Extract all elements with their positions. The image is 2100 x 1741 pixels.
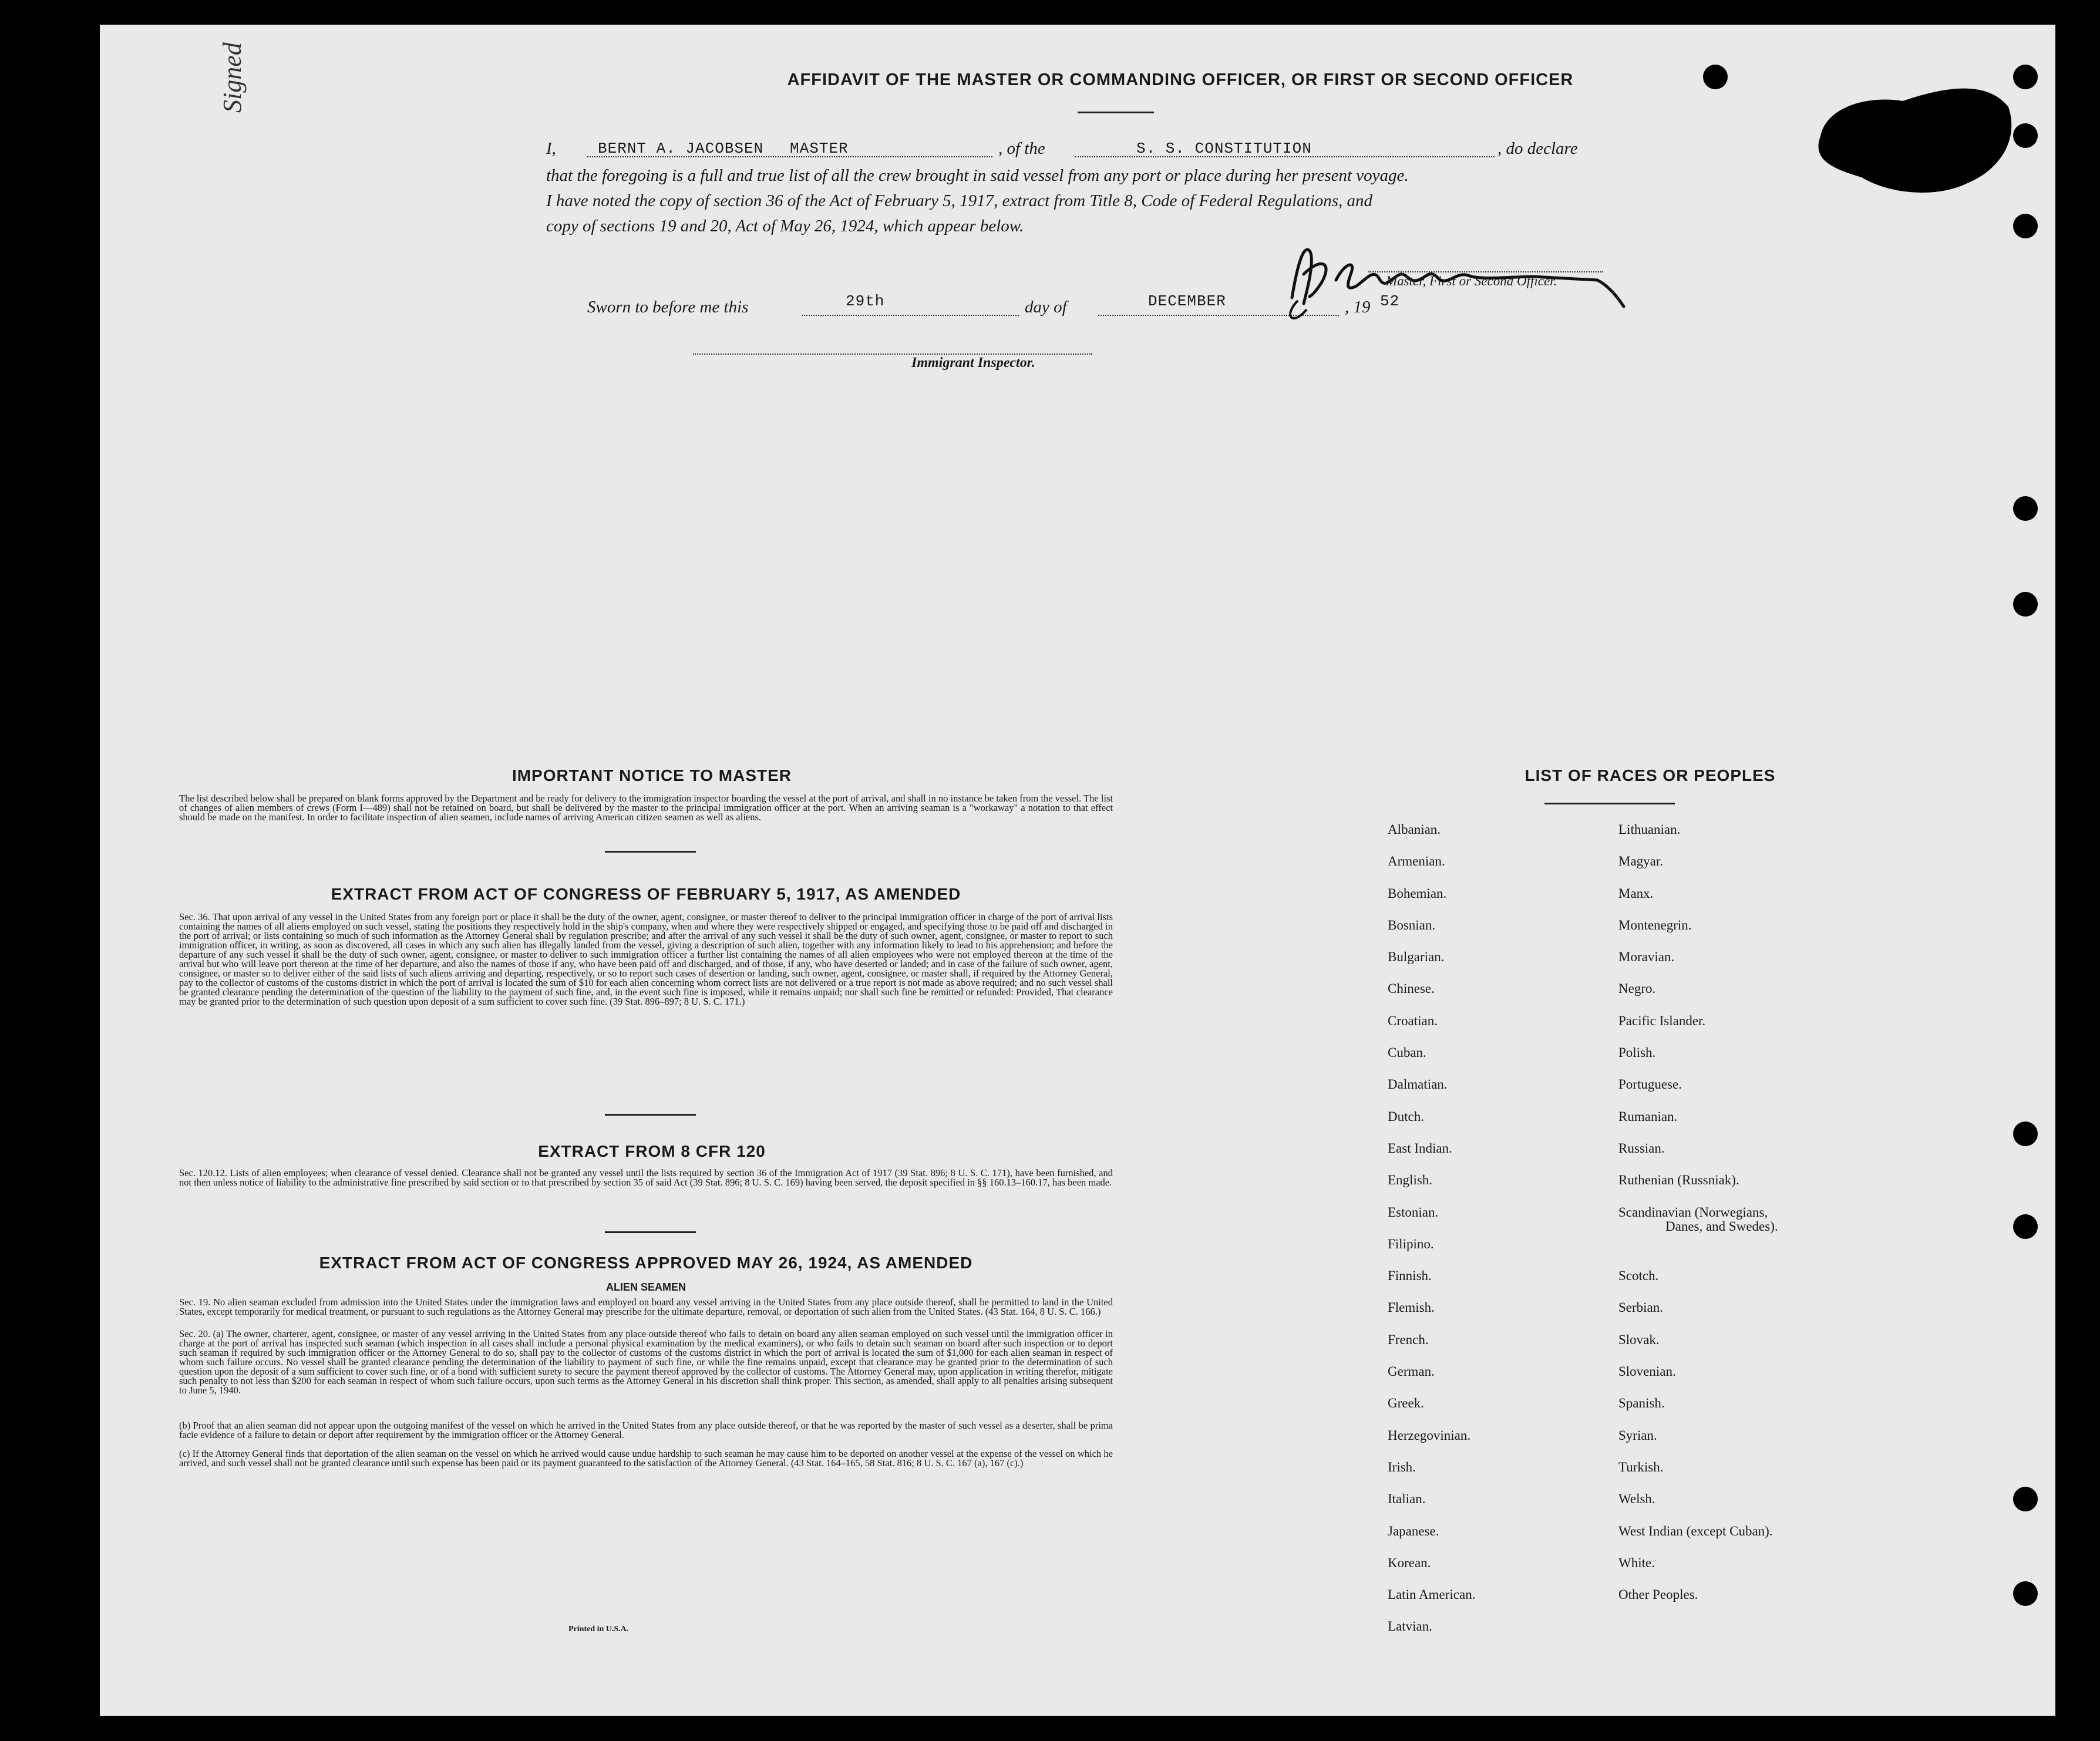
- extract-1924-sec20b: (b) Proof that an alien seaman did not appear upon the outgoing manifest of the vessel on which he arrived in the United States from any place outside thereof, or that he was reported by the master of such vessel as a deserter, shall be prima facie evidence of a failure to detain or deport after requirement by the immigration officer or the Attorney General.: [179, 1420, 1113, 1440]
- extract-1924-sec20c: (c) If the Attorney General finds that deportation of the alien seaman on the vessel on which he arrived would cause undue hardship to such seaman he may cause him to be deported on another vessel at the expense of the vessel on which he arrived, and such vessel shall not be granted clearance until such expense has been paid or its payment guaranteed to the satisfaction of the Attorney General. (43 Stat. 164–165, 58 Stat. 816; 8 U. S. C. 167 (a), 167 (c).): [179, 1448, 1113, 1469]
- race-item: White.: [1618, 1555, 1655, 1570]
- race-item: Greek.: [1388, 1396, 1424, 1411]
- race-item: Welsh.: [1618, 1491, 1655, 1507]
- race-item: English.: [1388, 1173, 1433, 1188]
- extract-1924-sec19: Sec. 19. No alien seaman excluded from admission into the United States under the immigration laws and employed on board any vessel arriving in the United States from any place outside thereof, shall be permitted to land in the United States, except temporarily for medical treatment, or pursuant to such regulations as the Attorney General may prescribe for the ultimate departure, removal, or deportation of such alien from the United States. (43 Stat. 164, 8 U. S. C. 166.): [179, 1297, 1113, 1317]
- race-item: West Indian (except Cuban).: [1618, 1523, 1773, 1538]
- ink-blot: [1809, 72, 2020, 207]
- vessel-name: S. S. CONSTITUTION: [1136, 140, 1312, 157]
- punch-hole: [2013, 1122, 2038, 1146]
- document-page: [100, 25, 2055, 1716]
- race-item: Herzegovinian.: [1388, 1427, 1471, 1443]
- race-item: Lithuanian.: [1618, 822, 1681, 837]
- race-item: Montenegrin.: [1618, 917, 1692, 932]
- race-item: French.: [1388, 1332, 1429, 1347]
- notice-body: The list described below shall be prepared on blank forms approved by the Department and be ready for delivery to the immigration inspector boarding the vessel at the port of arrival, and shall in no instance be taken from the vessel. The list of changes of alien members of crews (Form I—489) shall not be retained on board, but shall be delivered by the master to the principal immigration officer at the port. When an arriving seaman is a "workaway" a notation to that effect should be made on the manifest. In order to facilitate inspection of alien seamen, include names of arriving American citizen seamen as well as aliens.: [179, 793, 1113, 823]
- title-underline: [1078, 112, 1154, 113]
- sworn-year: 52: [1380, 292, 1400, 310]
- race-item: Latvian.: [1388, 1619, 1432, 1634]
- race-item: Scandinavian (Norwegians,: [1618, 1204, 1768, 1220]
- punch-hole: [2013, 65, 2038, 89]
- race-item: Syrian.: [1618, 1427, 1657, 1443]
- extract-cfr-title: EXTRACT FROM 8 CFR 120: [538, 1142, 766, 1160]
- race-item: German.: [1388, 1364, 1435, 1379]
- race-item: Bosnian.: [1388, 917, 1436, 932]
- race-item: Cuban.: [1388, 1045, 1426, 1060]
- race-item: Irish.: [1388, 1459, 1416, 1474]
- race-item: Slovenian.: [1618, 1364, 1676, 1379]
- declaration-line-1: I, BERNT A. JACOBSEN MASTER , of the S. S. CONSTITUTION , do declare: [546, 136, 1750, 163]
- races-title: LIST OF RACES OR PEOPLES: [1524, 766, 1776, 784]
- race-item: Chinese.: [1388, 981, 1435, 996]
- sworn-line: Sworn to before me this 29th day of DECEMBER , 19 52: [587, 295, 1515, 321]
- race-item: Italian.: [1388, 1491, 1426, 1507]
- race-item: Latin American.: [1388, 1587, 1476, 1602]
- race-item: Dalmatian.: [1388, 1077, 1448, 1092]
- race-item: Filipino.: [1388, 1236, 1434, 1251]
- race-item: Estonian.: [1388, 1204, 1439, 1220]
- race-item: East Indian.: [1388, 1140, 1452, 1156]
- race-item: Manx.: [1618, 885, 1654, 901]
- races-right-column: [1618, 822, 1778, 1619]
- race-item: Finnish.: [1388, 1268, 1432, 1284]
- race-item: Negro.: [1618, 981, 1656, 996]
- signature-caption: Master, First or Second Officer.: [1386, 274, 1557, 288]
- race-item: Turkish.: [1618, 1459, 1664, 1474]
- master-rank: MASTER: [790, 140, 849, 157]
- race-item: Danes, and Swedes).: [1665, 1218, 1778, 1234]
- race-item: Dutch.: [1388, 1109, 1424, 1124]
- extract-1917-title: EXTRACT FROM ACT OF CONGRESS OF FEBRUARY 5, 1917, AS AMENDED: [331, 885, 961, 903]
- race-item: Russian.: [1618, 1140, 1665, 1156]
- margin-note: Signed: [218, 42, 247, 113]
- declaration-line-2: that the foregoing is a full and true list of all the crew brought in said vessel from any port or place during her present voyage.: [546, 166, 1409, 185]
- punch-hole: [2013, 1214, 2038, 1239]
- punch-hole: [1703, 65, 1728, 89]
- races-left-column: [1388, 822, 1475, 1651]
- extract-1917-body: Sec. 36. That upon arrival of any vessel in the United States from any foreign port or place it shall be the duty of the owner, agent, consignee, or master thereof to deliver to the principal immigration officer in charge of the port of arrival lists containing the names of all aliens employed on such vessel, stating the positions they respectively hold in the ship's company, when and where they were respectively shipped or engaged, and specifying those to be paid off and discharged in the port of arrival; or lists containing so much of such information as the Attorney General shall by regulation prescribe; and after the arrival of any such vessel it shall be the duty of such owner, agent, consignee, or master to report to such immigration officer, in writing, as soon as discovered, all cases in which any such alien has illegally landed from the vessel, giving a description of such alien, together with any information likely to lead to his apprehension; and before the departure of any such vessel it shall be the duty of such owner, agent, consignee, or master to deliver to such immigration officer a further list containing the names of all alien employees who were not employed thereon at the time of the arrival but who will leave port thereon at the time of her departure, and also the names of those if any, who have been paid off and discharged, and of those, if any, who have deserted or landed; and in case of the failure of such owner, agent, consignee, or master so to deliver either of the said lists of such aliens arriving and departing, respectively, or so to report such cases of desertion or landing, such owner, agent, consignee, or master shall, if required by the Attorney General, pay to the collector of customs of the customs district in which the port of arrival is located the sum of $10 for each alien concerning whom correct lists are not delivered or a true report is not made as above required; and no such vessel shall be granted clearance pending the determination of the question of the liability to the payment of such fine, and, in the event such fine is imposed, while it remains unpaid; nor shall such fine be remitted or refunded: Provided, That clearance may be granted prior to the determination of such question upon deposit of a sum sufficient to cover such fine. (39 Stat. 896–897; 8 U. S. C. 171.): [179, 911, 1113, 1007]
- race-item: Bulgarian.: [1388, 949, 1445, 965]
- punch-hole: [2013, 1581, 2038, 1606]
- race-item: Albanian.: [1388, 822, 1441, 837]
- sworn-day: 29th: [846, 292, 885, 310]
- race-item: Japanese.: [1388, 1523, 1439, 1538]
- punch-hole: [2013, 123, 2038, 148]
- race-item: Croatian.: [1388, 1013, 1438, 1028]
- punch-hole: [2013, 1487, 2038, 1511]
- race-item: Serbian.: [1618, 1300, 1664, 1315]
- punch-hole: [2013, 592, 2038, 617]
- race-item: Scotch.: [1618, 1268, 1659, 1284]
- declaration-line-3: I have noted the copy of section 36 of the Act of February 5, 1917, extract from Title 8, Code of Federal Regulations, and: [546, 191, 1373, 210]
- race-item: Flemish.: [1388, 1300, 1435, 1315]
- affidavit-title: AFFIDAVIT OF THE MASTER OR COMMANDING OFFICER, OR FIRST OR SECOND OFFICER: [787, 70, 1574, 89]
- race-item: Korean.: [1388, 1555, 1431, 1570]
- race-item: Portuguese.: [1618, 1077, 1682, 1092]
- sworn-month: DECEMBER: [1148, 292, 1226, 310]
- printed-in-usa: Printed in U.S.A.: [568, 1625, 629, 1634]
- race-item: Polish.: [1618, 1045, 1656, 1060]
- declaration-line-4: copy of sections 19 and 20, Act of May 26, 1924, which appear below.: [546, 217, 1024, 235]
- race-item: Rumanian.: [1618, 1109, 1678, 1124]
- extract-1924-sec20a: Sec. 20. (a) The owner, charterer, agent, consignee, or master of any vessel arriving in the United States from any place outside thereof who fails to detain on board any alien seaman employed on such vessel until the immigration officer in charge at the port of arrival has inspected such seaman (which inspection in all cases shall include a personal physical examination by the medical examiners), or who fails to detain such seaman on board after such inspection or to deport such seaman if required by such immigration officer or the Attorney General to do so, shall pay to the collector of customs of the customs district in which the port of arrival is located the sum of $1,000 for each alien seaman in respect of whom such failure occurs. No vessel shall be granted clearance pending the determination of the liability to payment of such fine, or while the fine remains unpaid, except that clearance may be granted prior to the determination of such question upon the deposit of a sum sufficient to cover such fine, or of a bond with sufficient surety to secure the payment thereof approved by the collector of customs. The Attorney General may, upon application in writing therefor, mitigate such penalty to not less than $200 for each seaman in respect of whom such failure occurs, upon such terms as the Attorney General in his discretion shall think proper. This section, as amended, shall apply to all penalties arising subsequent to June 5, 1940.: [179, 1328, 1113, 1396]
- race-item: Pacific Islander.: [1618, 1013, 1706, 1028]
- race-item: Magyar.: [1618, 854, 1664, 869]
- notice-title: IMPORTANT NOTICE TO MASTER: [511, 766, 792, 784]
- immigrant-inspector-caption: Immigrant Inspector.: [911, 355, 1035, 371]
- race-item: Other Peoples.: [1618, 1587, 1698, 1602]
- punch-hole: [2013, 496, 2038, 521]
- race-item: Slovak.: [1618, 1332, 1660, 1347]
- race-item: Bohemian.: [1388, 885, 1447, 901]
- master-name: BERNT A. JACOBSEN: [598, 140, 764, 157]
- punch-hole: [2013, 214, 2038, 238]
- race-item: Spanish.: [1618, 1396, 1665, 1411]
- alien-seamen-subtitle: ALIEN SEAMEN: [605, 1281, 686, 1293]
- race-item: Moravian.: [1618, 949, 1675, 965]
- extract-1924-title: EXTRACT FROM ACT OF CONGRESS APPROVED MAY 26, 1924, AS AMENDED: [319, 1254, 973, 1272]
- extract-cfr-body: Sec. 120.12. Lists of alien employees; when clearance of vessel denied. Clearance shall not be granted any vessel until the lists required by section 36 of the Immigration Act of 1917 (39 Stat. 896; 8 U. S. C. 171), have been furnished, and not then unless notice of liability to the administrative fine prescribed by said section or to that prescribed by section 35 of said Act (39 Stat. 896; 8 U. S. C. 169) having been served, the deposit specified in §§ 160.13–160.17, has been made.: [179, 1167, 1113, 1188]
- race-item: Ruthenian (Russniak).: [1618, 1173, 1739, 1188]
- race-item: Armenian.: [1388, 854, 1445, 869]
